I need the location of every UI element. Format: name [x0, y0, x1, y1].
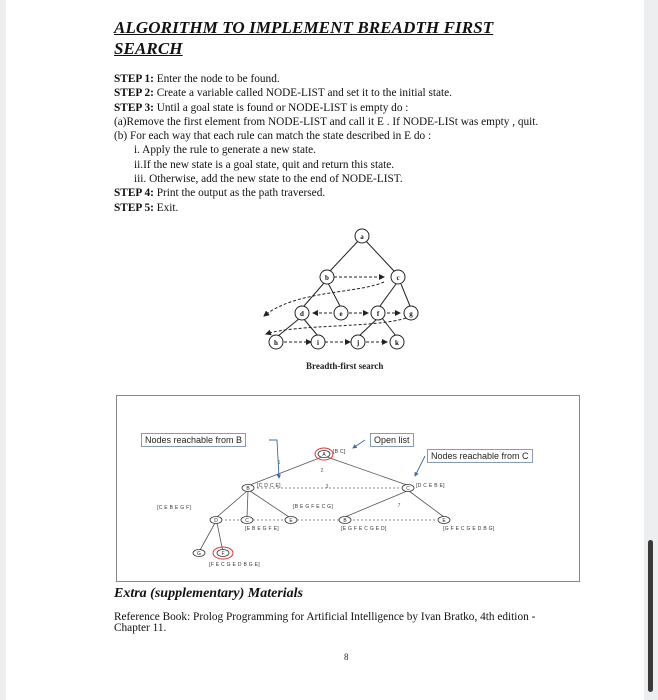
node-c: c — [396, 274, 400, 282]
open-list-right: [G F E C G E D B G] — [443, 526, 495, 532]
node-D-label: D — [214, 518, 218, 524]
open-list-mid2: [E B E G F E] — [245, 526, 279, 532]
edge-number-1: 1 — [277, 460, 281, 466]
node-k: k — [395, 339, 399, 347]
node-C-label-2: C — [245, 518, 249, 524]
open-list-diagram — [116, 395, 580, 582]
open-list-left: [C E B E G F] — [157, 505, 192, 511]
open-list-label: Open list — [370, 433, 414, 447]
node-B-label: B — [246, 486, 250, 492]
node-F-label: F — [221, 551, 225, 557]
step-3b: (b) For each way that each rule can match the state described in E do : — [114, 130, 432, 143]
step-3b-ii: ii.If the new state is a goal state, quit and return this state. — [134, 158, 395, 171]
step-3b-i: i. Apply the rule to generate a new state. — [134, 144, 316, 157]
node-f: f — [376, 310, 380, 318]
edge-number-2: 2 — [320, 468, 324, 474]
node-d: d — [300, 310, 304, 318]
node-E-label: E — [289, 518, 293, 524]
open-list-c: [D C E B E] — [416, 483, 445, 489]
node-b: b — [325, 274, 329, 282]
edge-number-3: 3 — [325, 484, 329, 490]
node-j: j — [356, 339, 360, 347]
tree-node-circles — [269, 229, 418, 349]
document-page — [6, 0, 644, 700]
node-a: a — [360, 233, 364, 241]
node-i: i — [317, 339, 319, 347]
nodes-reachable-from-c-label: Nodes reachable from C — [427, 449, 533, 463]
node-E-label-2: E — [442, 518, 446, 524]
page-title: ALGORITHM TO IMPLEMENT BREADTH FIRST SEARCH — [114, 18, 494, 58]
algorithm-steps — [114, 72, 554, 215]
step-3a: (a)Remove the first element from NODE-LIST and call it E . If NODE-LISt was empty , quit. — [114, 115, 539, 128]
node-B-label-2: B — [343, 518, 347, 524]
step-3b-iii: iii. Otherwise, add the new state to the end of NODE-LIST. — [134, 173, 403, 186]
reference-text: Reference Book: Prolog Programming for Artificial Intelligence by Ivan Bratko, 4th edition - Chapter 11. — [114, 611, 536, 634]
node-e: e — [339, 310, 343, 318]
step-5: STEP 5: Exit. — [114, 201, 179, 214]
nodes-reachable-from-b-label: Nodes reachable from B — [141, 433, 246, 447]
tree-caption: Breadth-first search — [306, 361, 384, 371]
step-1: STEP 1: Enter the node to be found. — [114, 73, 280, 85]
page-number: 8 — [344, 652, 349, 662]
step-4: STEP 4: Print the output as the path traversed. — [114, 187, 326, 200]
open-list-bottom: [F E C G E D B G E] — [209, 562, 260, 568]
node-h: h — [274, 339, 278, 347]
open-list-mid3: [E G F E C G E D] — [341, 526, 387, 532]
edge-number-7: 7 — [397, 503, 401, 509]
node-G-label: G — [197, 551, 201, 557]
step-3: STEP 3: Until a goal state is found or NODE-LIST is empty do : — [114, 101, 409, 114]
node-A-label: A — [322, 452, 326, 458]
node-g: g — [409, 310, 413, 318]
node-C-label: C — [406, 486, 410, 492]
breadth-first-tree-diagram — [256, 228, 426, 353]
open-list-graph — [117, 396, 579, 581]
open-list-a: [B C] — [333, 449, 346, 455]
scrollbar-thumb[interactable] — [648, 540, 653, 692]
extra-materials-heading: Extra (supplementary) Materials — [114, 586, 304, 601]
open-list-b: [C D C E] — [257, 483, 281, 489]
open-list-mid1: [B E G F E C G] — [293, 504, 334, 510]
step-2: STEP 2: Create a variable called NODE-LIST and set it to the initial state. — [114, 87, 452, 100]
